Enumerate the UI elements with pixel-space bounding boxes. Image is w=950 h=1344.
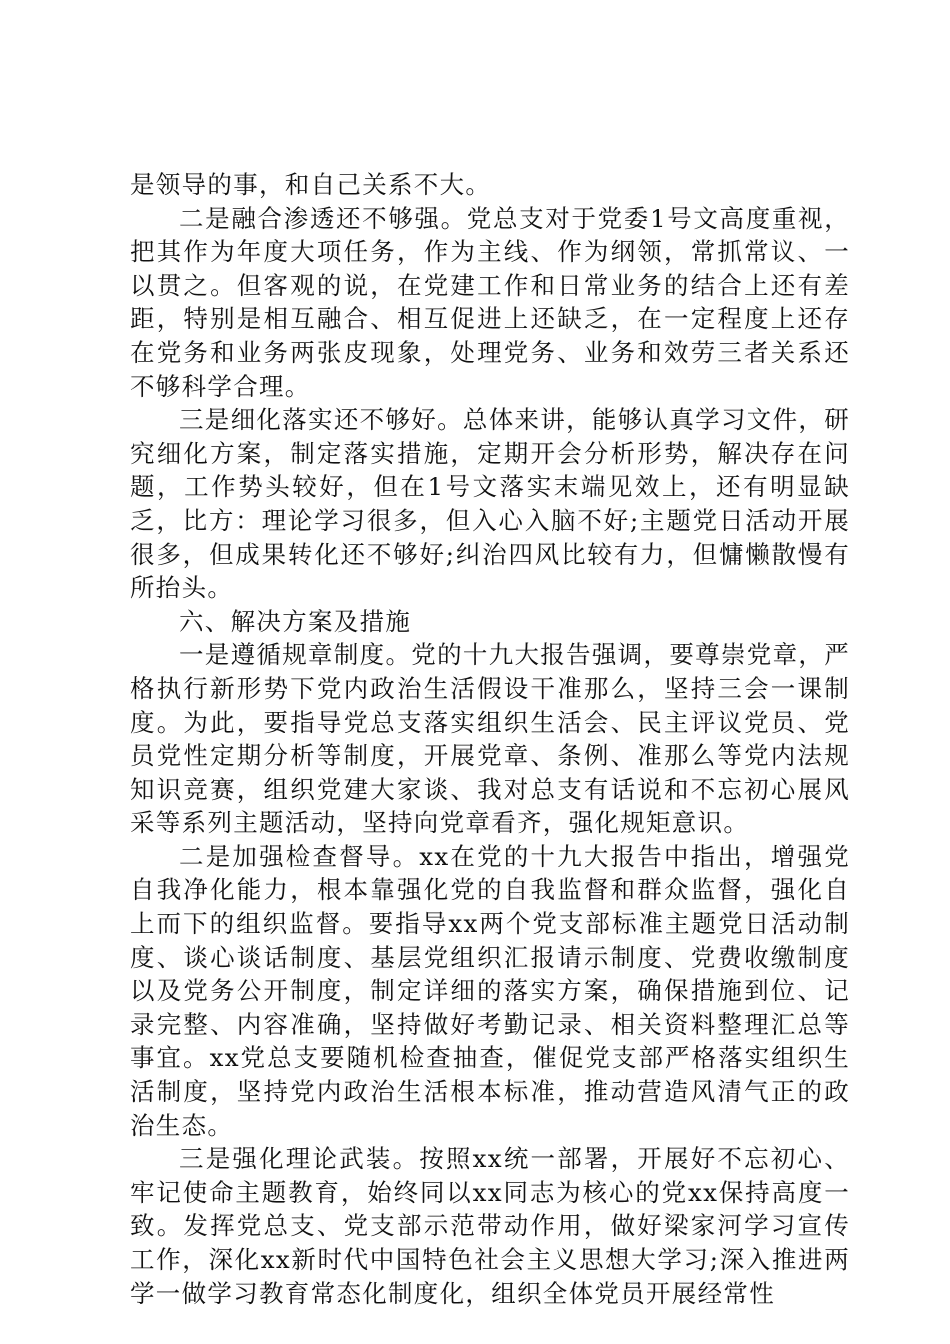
document-body [130,168,850,1310]
paragraph-rules: 一是遵循规章制度。党的十九大报告强调，要尊崇党章，严格执行新形势下党内政治生活假设干准那么，坚持三会一课制度。为此，要指导党总支落实组织生活会、民主评议党员、党员党性定期分析等制度，开展党章、条例、准那么等党内法规知识竞赛，组织党建大家谈、我对总支有话说和不忘初心展风采等系列主题活动，坚持向党章看齐，强化规矩意识。 [130,640,850,838]
section-heading-solutions: 六、解决方案及措施 [179,606,412,636]
paragraph-implementation: 三是细化落实还不够好。总体来讲，能够认真学习文件，研究细化方案，制定落实措施，定期开会分析形势，解决存在问题，工作势头较好，但在1号文落实末端见效上，还有明显缺乏，比方：理论学习很多，但入心入脑不好;主题党日活动开展很多，但成果转化还不够好;纠治四风比较有力，但慵懒散慢有所抬头。 [130,405,850,603]
paragraph-supervision: 二是加强检查督导。xx在党的十九大报告中指出，增强党自我净化能力，根本靠强化党的自我监督和群众监督，强化自上而下的组织监督。要指导xx两个党支部标准主题党日活动制度、谈心谈话制度、基层党组织汇报请示制度、党费收缴制度以及党务公开制度，制定详细的落实方案，确保措施到位、记录完整、内容准确，坚持做好考勤记录、相关资料整理汇总等事宜。xx党总支要随机检查抽查，催促党支部严格落实组织生活制度，坚持党内政治生活根本标准，推动营造风清气正的政治生态。 [130,841,850,1140]
paragraph-theory: 三是强化理论武装。按照xx统一部署，开展好不忘初心、牢记使命主题教育，始终同以xx同志为核心的党xx保持高度一致。发挥党总支、党支部示范带动作用，做好梁家河学习宣传工作，深化xx新时代中国特色社会主义思想大学习;深入推进两学一做学习教育常态化制度化，组织全体党员开展经常性 [130,1144,850,1308]
paragraph-integration: 二是融合渗透还不够强。党总支对于党委1号文高度重视，把其作为年度大项任务，作为主线、作为纲领，常抓常议、一以贯之。但客观的说，在党建工作和日常业务的结合上还有差距，特别是相互融合、相互促进上还缺乏，在一定程度上还存在党务和业务两张皮现象，处理党务、业务和效劳三者关系还不够科学合理。 [130,203,850,401]
paragraph-continuation: 是领导的事，和自己关系不大。 [130,170,492,199]
